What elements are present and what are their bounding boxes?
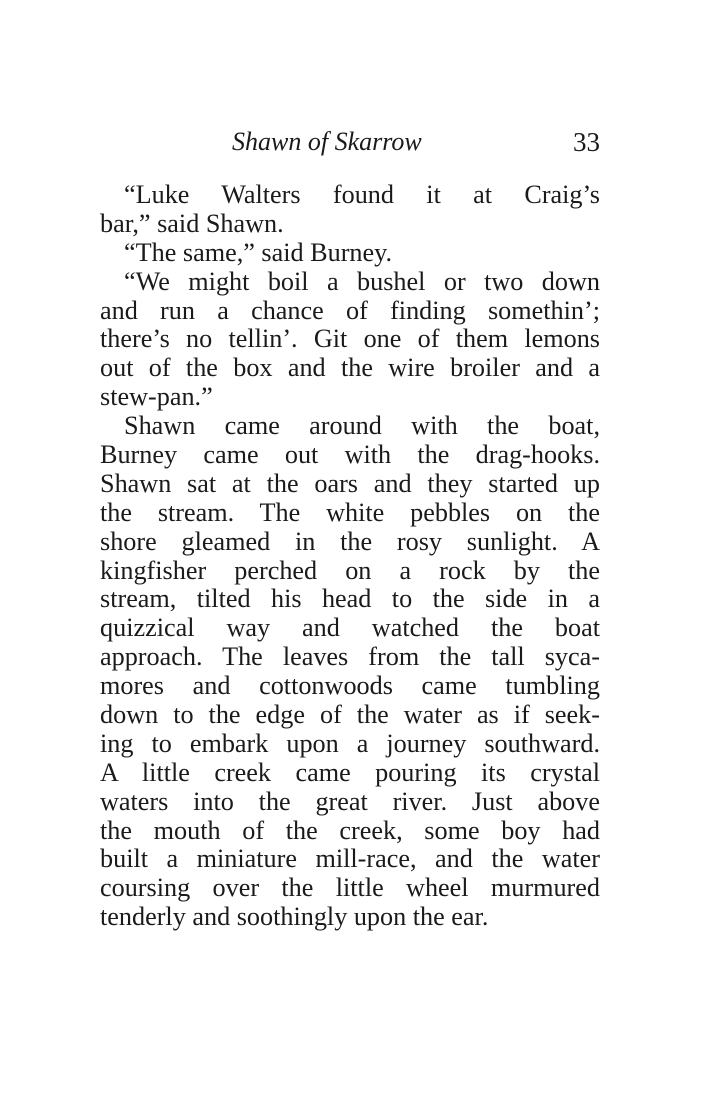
text-line: coursing over the little wheel murmured [100,873,600,903]
text-line: bar,” said Shawn. [100,208,284,238]
page-header [100,124,600,160]
text-line: stew-pan.” [100,382,213,412]
text-line: “We might boil a bushel or two down [124,266,600,296]
text-line: “The same,” said Burney. [124,237,393,267]
text-line: kingfisher perched on a rock by the [100,555,600,585]
text-line: and run a chance of finding somethin’; [100,295,600,325]
running-title: Shawn of Skarrow [232,127,422,156]
page-number: 33 [573,127,600,157]
text-line: stream, tilted his head to the side in a [100,584,600,614]
text-line: Burney came out with the drag-hooks. [100,440,600,470]
text-line: tenderly and soothingly upon the ear. [100,902,489,932]
text-line: down to the edge of the water as if seek- [100,700,600,730]
text-line: waters into the great river. Just above [100,786,600,816]
text-line: ing to embark upon a journey southward. [100,728,600,758]
text-line: there’s no tellin’. Git one of them lemons [100,324,600,354]
text-line: Shawn came around with the boat, [124,411,600,441]
text-line: “Luke Walters found it at Craig’s [124,180,600,209]
text-line: shore gleamed in the rosy sunlight. A [100,526,600,556]
text-line: mores and cottonwoods came tumbling [100,671,600,701]
text-line: A little creek came pouring its crystal [100,757,600,787]
text-line: the mouth of the creek, some boy had [100,815,600,845]
text-line: approach. The leaves from the tall syca- [100,642,600,672]
text-line: the stream. The white pebbles on the [100,497,600,527]
text-line: Shawn sat at the oars and they started up [100,468,600,498]
text-line: out of the box and the wire broiler and a [100,353,600,383]
text-line: quizzical way and watched the boat [100,613,600,643]
text-line: built a miniature mill-race, and the water [100,844,600,874]
body-text [100,181,600,932]
